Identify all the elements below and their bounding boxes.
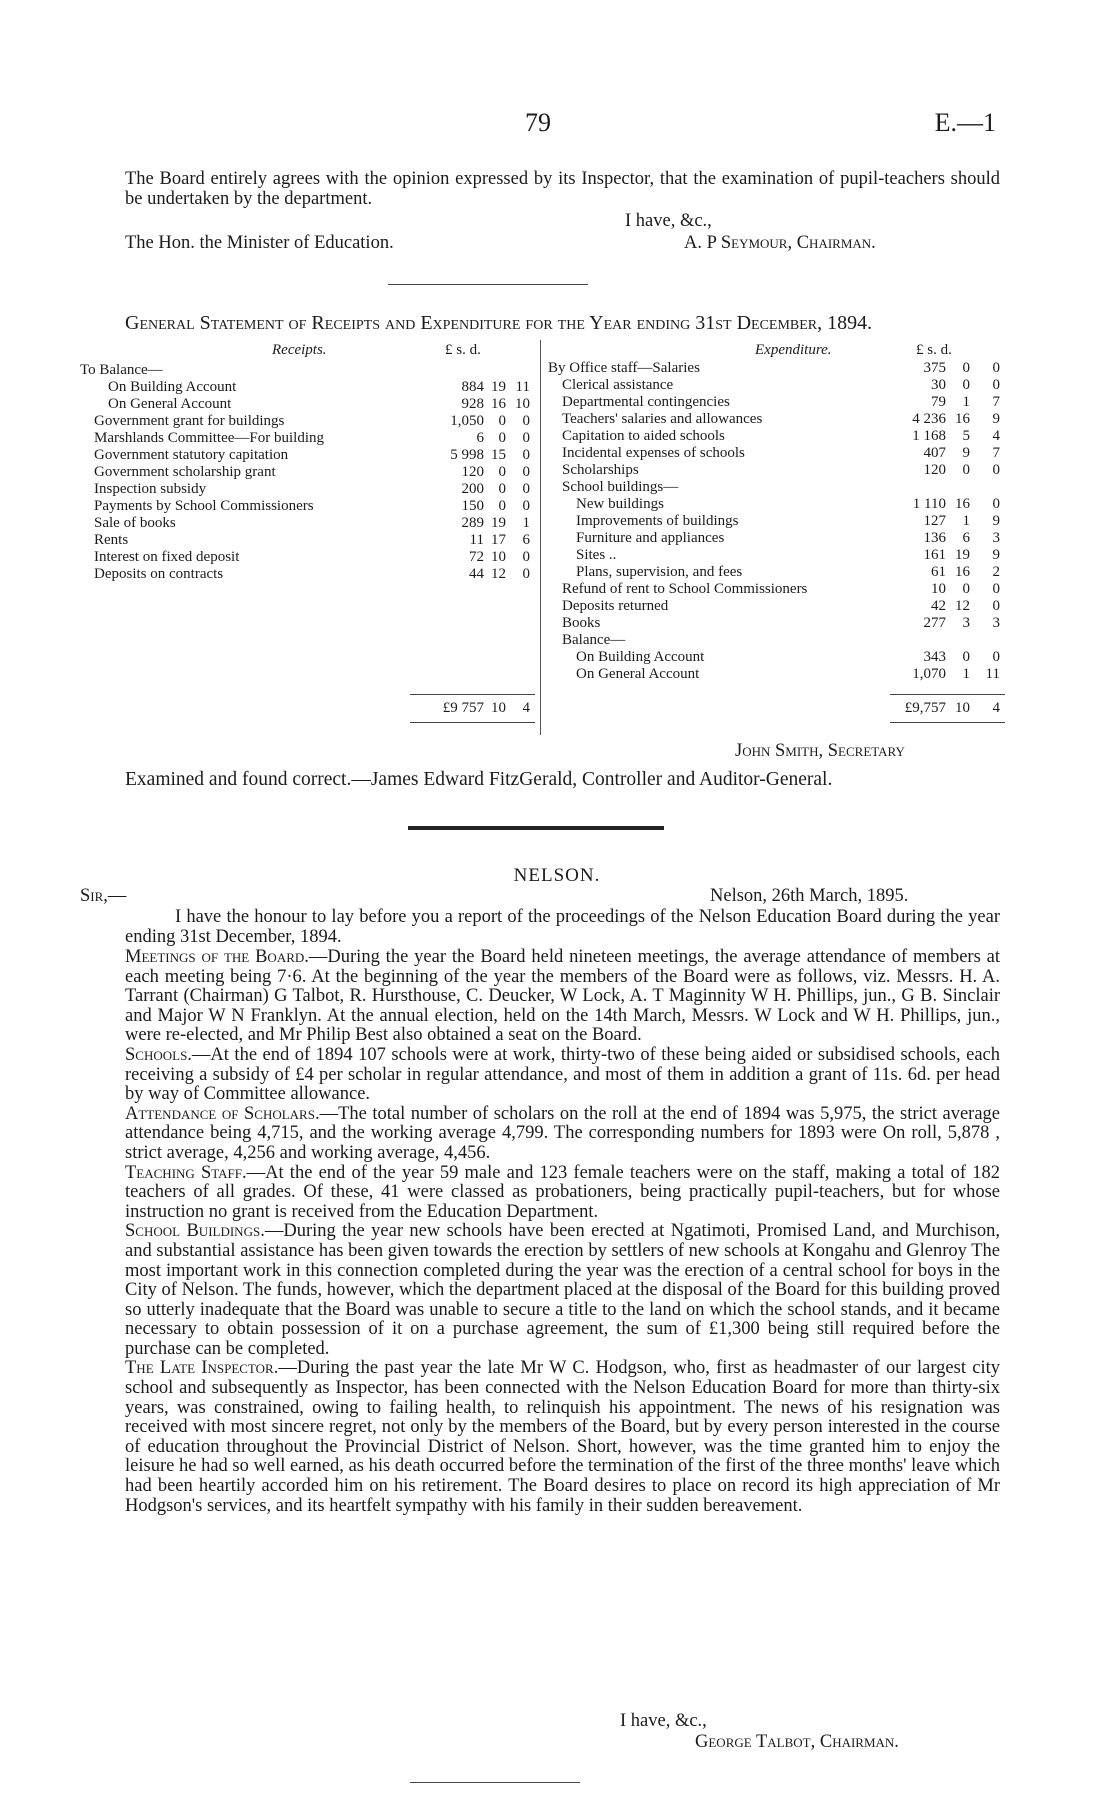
amount-d: 0 [522,447,530,463]
table-row [80,396,535,413]
amount-pounds: 120 [461,464,484,480]
row-label: Scholarships [562,462,639,478]
row-label: Furniture and appliances [576,530,725,546]
amount-pounds: 136 [923,530,946,546]
amount-d: 3 [992,530,1000,546]
section-body: —The total number of scholars on the roll at the end of 1894 was 5,975, the strict average attendance being 4,715, and the working average 4,799. The corresponding numbers for 1893 were On roll, 5,878 , strict average, 4,256 and working average, 4,456. [125,1103,1001,1163]
table-row [548,360,1008,377]
total-row [548,700,1008,717]
amount-d: 0 [992,649,1000,665]
amount-d: 0 [992,598,1000,614]
row-label: On Building Account [108,379,237,395]
section-title: Meetings of the Board. [125,947,309,967]
amount-s: 12 [491,566,506,582]
row-label: On General Account [108,396,232,412]
row-label: Balance— [562,632,626,648]
table-row [548,479,1008,496]
receipts-money-heading: £ s. d. [445,342,481,358]
row-label: School buildings— [562,479,679,495]
amount-s: 16 [491,396,506,412]
row-label: Government scholarship grant [94,464,276,480]
row-label: Inspection subsidy [94,481,207,497]
amount-d: 4 [522,700,530,716]
amount-pounds: 61 [931,564,946,580]
table-row [548,428,1008,445]
row-label: Sale of books [94,515,176,531]
nelson-signature: George Talbot, Chairman. [695,1732,899,1752]
report-section [125,948,1000,1046]
table-row [548,394,1008,411]
table-row [80,481,535,498]
expenditure-total-rule [890,694,1005,695]
table-row [80,430,535,447]
section-body: —During the year the Board held nineteen meetings, the average attendance of members at each meeting being 7·6. At the beginning of the year the members of the Board were as follows, viz. Messrs. H. A. Tarrant (Chairman) G Talbot, R. Hursthouse, C. Deucker, W Lock, A. T Maginnity W H. Phillips, jun., G B. Sinclair and Major W N Franklyn. At the annual election, held on the 14th March, Messrs. W Lock and W H. Phillips, jun., were re-elected, and Mr Philip Best also obtained a seat on the Board. [125,947,1001,1046]
row-label: Marshlands Committee—For building [94,430,324,446]
separator-rule [388,284,588,285]
amount-d: 10 [515,396,530,412]
amount-pounds: 407 [923,445,946,461]
row-label: To Balance— [80,362,163,378]
amount-s: 0 [962,462,970,478]
amount-s: 10 [955,700,970,716]
amount-s: 15 [491,447,506,463]
amount-d: 2 [992,564,1000,580]
amount-d: 0 [992,496,1000,512]
table-row [548,581,1008,598]
amount-pounds: 6 [476,430,484,446]
amount-d: 0 [992,360,1000,376]
section-title: The Late Inspector. [125,1358,279,1379]
nelson-heading: NELSON. [513,865,601,886]
amount-d: 4 [992,428,1000,444]
table-row [548,632,1008,649]
report-section [125,1164,1000,1223]
amount-pounds: 375 [923,360,946,376]
amount-s: 12 [955,598,970,614]
amount-d: 7 [992,445,1000,461]
amount-s: 16 [955,411,970,427]
nelson-sections [125,948,1000,1516]
amount-s: 16 [955,496,970,512]
table-row [548,462,1008,479]
report-section [125,1359,1000,1516]
table-row [548,666,1008,683]
receipts-total-rule-bottom [410,722,535,723]
row-label: On General Account [576,666,700,682]
amount-pounds: 1,070 [912,666,946,682]
amount-d: 0 [522,464,530,480]
footer-rule [410,1782,580,1783]
row-label: Deposits returned [562,598,669,614]
total-row [80,700,535,717]
amount-s: 16 [955,564,970,580]
table-row [80,532,535,549]
amount-s: 0 [498,498,506,514]
amount-pounds: 30 [931,377,946,393]
report-section [125,1046,1000,1105]
amount-pounds: 343 [923,649,946,665]
amount-pounds: £9 757 [442,700,484,716]
expenditure-heading: Expenditure. [755,342,832,358]
examined-note: Examined and found correct.—James Edward FitzGerald, Controller and Auditor-General. [125,769,833,790]
amount-s: 17 [491,532,506,548]
amount-s: 3 [962,615,970,631]
table-row [80,515,535,532]
amount-d: 11 [515,379,530,395]
section-body: —At the end of 1894 107 schools were at work, thirty-two of these being aided or subsidised schools, each receiving a subsidy of £4 per scholar in regular attendance, and most of them in addition a grant of 11s. 6d. per head by way of Committee allowance. [125,1044,1000,1105]
amount-s: 1 [962,513,970,529]
expenditure-money-heading: £ s. d. [916,342,952,358]
receipts-total [80,700,535,717]
section-body: —During the year new schools have been erected at Ngatimoti, Promised Land, and Murchison, and substantial assistance has been given towards the erection by settlers of new schools at Kongahu and Glenroy The most important work in this connection completed during the year was the erection of a central school for boys in the City of Nelson. The funds, however, which the department placed at the disposal of the Board for this building proved so utterly inadequate that the Board was unable to secure a title to the land on which the school stands, and it became necessary to obtain possession of it on a purchase agreement, the sum of £1,300 being still required before the purchase can be completed. [125,1221,1000,1359]
intro-paragraph: The Board entirely agrees with the opinion expressed by its Inspector, that the examination of pupil-teachers should be undertaken by the department. [125,169,1000,209]
document-code: E.—1 [934,108,996,137]
row-label: Interest on fixed deposit [94,549,240,565]
secretary-signature: John Smith, Secretary [735,741,905,761]
amount-pounds: 150 [461,498,484,514]
amount-d: 9 [992,547,1000,563]
section-body: —During the past year the late Mr W C. Hodgson, who, first as headmaster of our largest city school and subsequently as Inspector, has been connected with the Nelson Education Board for more than thirty-six years, was constrained, owing to failing health, to relinquish his appointment. The news of his resignation was received with most sincere regret, not only by the members of the Board, but by every person interested in the course of education throughout the Provincial District of Nelson. Short, however, was the time granted him to enjoy the leisure he had so well earned, as his death occurred before the termination of the first of the three months' leave which had been heartily accorded him on his retirement. The Board desires to place on record its high appreciation of Mr Hodgson's services, and its heartfelt sympathy with his family in their sudden bereavement. [125,1358,1000,1516]
amount-pounds: 5 998 [450,447,484,463]
amount-pounds: 4 236 [912,411,946,427]
amount-s: 9 [962,445,970,461]
amount-d: 0 [522,481,530,497]
amount-pounds: 161 [923,547,946,563]
amount-pounds: 200 [461,481,484,497]
nelson-opening: I have the honour to lay before you a report of the proceedings of the Nelson Education Board during the year ending 31st December, 1894. [125,907,1000,947]
table-row [548,513,1008,530]
row-label: Government statutory capitation [94,447,289,463]
table-row [80,362,535,379]
page-header [0,108,1114,142]
row-label: Books [562,615,601,631]
amount-d: 0 [992,377,1000,393]
amount-s: 10 [491,700,506,716]
amount-pounds: 72 [469,549,484,565]
amount-d: 7 [992,394,1000,410]
section-title: Attendance of Scholars. [125,1103,320,1124]
table-row [80,413,535,430]
column-divider [540,340,541,735]
amount-pounds: 120 [923,462,946,478]
row-label: Deposits on contracts [94,566,224,582]
amount-s: 19 [491,515,506,531]
table-row [80,549,535,566]
amount-s: 0 [962,649,970,665]
report-section [125,1105,1000,1164]
amount-d: 9 [992,411,1000,427]
page-number: 79 [525,108,551,137]
amount-d: 0 [522,498,530,514]
table-row [548,496,1008,513]
amount-s: 19 [491,379,506,395]
intro-closing: I have, &c., [625,211,712,231]
table-row [548,547,1008,564]
row-label: Refund of rent to School Commissioners [562,581,808,597]
amount-d: 3 [992,615,1000,631]
nelson-salutation: Sir,— [80,886,127,906]
amount-pounds: 1 168 [912,428,946,444]
receipts-total-rule [410,694,535,695]
section-rule [408,826,664,830]
table-row [80,498,535,515]
amount-pounds: 10 [931,581,946,597]
row-label: Teachers' salaries and allowances [562,411,763,427]
report-section [125,1222,1000,1359]
amount-d: 0 [522,566,530,582]
nelson-place-date: Nelson, 26th March, 1895. [710,886,909,906]
amount-pounds: 11 [469,532,484,548]
amount-s: 0 [962,360,970,376]
amount-pounds: 42 [931,598,946,614]
amount-d: 11 [985,666,1000,682]
statement-title: General Statement of Receipts and Expenditure for the Year ending 31st December, 1894. [125,312,873,334]
row-label: Sites .. [576,547,617,563]
table-row [80,447,535,464]
row-label: Rents [94,532,129,548]
receipts-table [80,362,535,583]
amount-d: 4 [992,700,1000,716]
amount-s: 0 [498,430,506,446]
amount-d: 6 [522,532,530,548]
table-row [548,377,1008,394]
amount-pounds: 884 [461,379,484,395]
amount-s: 0 [962,377,970,393]
table-row [80,464,535,481]
amount-s: 0 [498,481,506,497]
section-title: Teaching Staff. [125,1162,247,1183]
row-label: By Office staff—Salaries [548,360,700,376]
amount-d: 1 [522,515,530,531]
amount-s: 1 [962,394,970,410]
row-label: Capitation to aided schools [562,428,725,444]
intro-addressee: The Hon. the Minister of Education. [125,233,394,253]
amount-s: 6 [962,530,970,546]
section-title: Schools. [125,1044,192,1065]
table-row [548,445,1008,462]
nelson-closing: I have, &c., [620,1711,707,1731]
amount-s: 5 [962,428,970,444]
amount-pounds: 289 [461,515,484,531]
table-row [548,649,1008,666]
amount-pounds: 1 110 [912,496,946,512]
row-label: New buildings [576,496,664,512]
amount-pounds: 79 [931,394,946,410]
table-row [548,615,1008,632]
amount-s: 10 [491,549,506,565]
amount-pounds: 928 [461,396,484,412]
amount-pounds: 277 [923,615,946,631]
amount-d: 0 [522,549,530,565]
amount-pounds: £9,757 [904,700,946,716]
amount-s: 0 [498,464,506,480]
table-row [548,598,1008,615]
amount-d: 0 [992,462,1000,478]
row-label: Plans, supervision, and fees [576,564,743,580]
amount-pounds: 44 [469,566,484,582]
row-label: Payments by School Commissioners [94,498,314,514]
amount-s: 1 [962,666,970,682]
section-body: —At the end of the year 59 male and 123 female teachers were on the staff, making a total of 182 teachers of all grades. Of these, 41 were classed as probationers, being practically pupil-teachers, but for whose instruction no grant is received from the Education Department. [125,1162,1000,1222]
amount-d: 0 [522,430,530,446]
amount-s: 0 [498,413,506,429]
row-label: Departmental contingencies [562,394,730,410]
row-label: Clerical assistance [562,377,674,393]
amount-s: 0 [962,581,970,597]
amount-d: 9 [992,513,1000,529]
row-label: Incidental expenses of schools [562,445,745,461]
amount-d: 0 [992,581,1000,597]
table-row [548,530,1008,547]
table-row [548,411,1008,428]
amount-s: 19 [955,547,970,563]
expenditure-total [548,700,1008,717]
table-row [80,566,535,583]
amount-pounds: 127 [923,513,946,529]
amount-pounds: 1,050 [450,413,484,429]
table-row [548,564,1008,581]
table-row [80,379,535,396]
section-title: School Buildings. [125,1221,265,1242]
row-label: Government grant for buildings [94,413,285,429]
expenditure-table [548,360,1008,683]
intro-signature: A. P Seymour, Chairman. [684,233,876,253]
row-label: On Building Account [576,649,705,665]
receipts-heading: Receipts. [272,342,327,358]
amount-d: 0 [522,413,530,429]
expenditure-total-rule-bottom [890,722,1005,723]
row-label: Improvements of buildings [576,513,739,529]
